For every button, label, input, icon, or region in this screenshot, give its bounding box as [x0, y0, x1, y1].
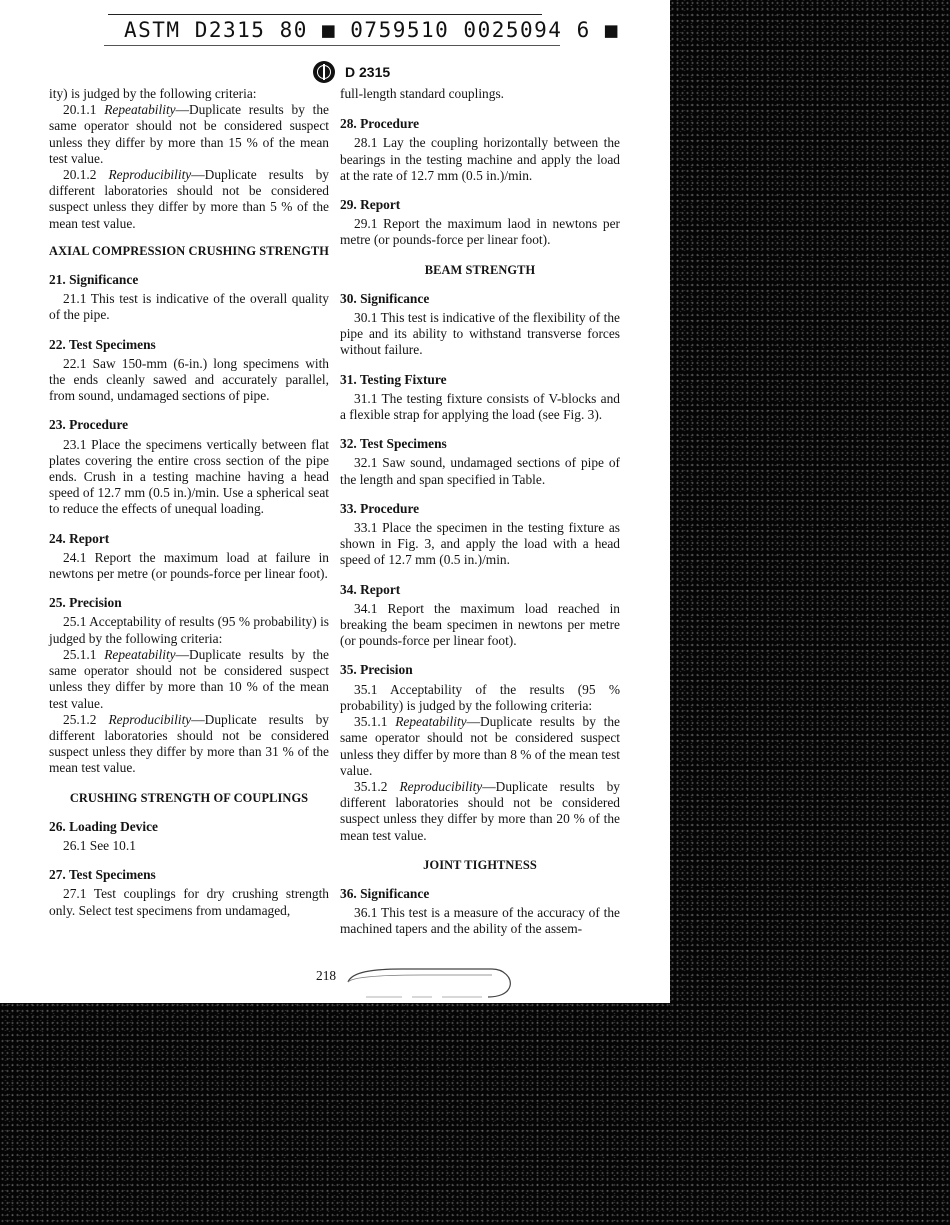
- term-reproducibility: Reproducibility: [399, 778, 483, 794]
- right-column: [340, 86, 620, 938]
- paragraph-20-1-1: 20.1.1 Repeatability—Duplicate results by the same operator should not be considered suspect unless they differ by more than 15 % of the mean test value.: [49, 102, 329, 166]
- term-repeatability: Repeatability: [395, 714, 467, 730]
- heading-22: 22. Test Specimens: [49, 336, 156, 352]
- term-reproducibility: Reproducibility: [108, 711, 192, 727]
- heading-34: 34. Report: [340, 581, 401, 597]
- heading-23: 23. Procedure: [49, 417, 129, 433]
- paragraph-29-1: 29.1 Report the maximum laod in newtons per metre (or pounds-force per linear foot).: [340, 216, 620, 248]
- section-heading-beam: BEAM STRENGTH: [424, 262, 536, 277]
- heading-28: 28. Procedure: [340, 116, 420, 132]
- paragraph-21-1: 21.1 This test is indicative of the overall quality of the pipe.: [49, 291, 329, 323]
- paragraph-25-1-2: 25.1.2 Reproducibility—Duplicate results by different laboratories should not be considered suspect unless they differ by more than 31 % of the mean test value.: [49, 711, 329, 776]
- paragraph-25-1-1: 25.1.1 Repeatability—Duplicate results by the same operator should not be considered suspect unless they differ by more than 10 % of the mean test value.: [49, 646, 329, 711]
- paragraph-25-1: 25.1 Acceptability of results (95 % probability) is judged by the following criteria:: [49, 614, 329, 646]
- heading-29: 29. Report: [340, 197, 401, 213]
- paragraph-33-1: 33.1 Place the specimen in the testing fixture as shown in Fig. 3, and apply the load with a head speed of 12.7 mm (0.5 in.)/min.: [340, 520, 620, 568]
- paragraph-31-1: 31.1 The testing fixture consists of V-blocks and a flexible strap for applying the load (see Fig. 3).: [340, 390, 620, 423]
- heading-27: 27. Test Specimens: [49, 867, 156, 883]
- heading-30: 30. Significance: [340, 290, 430, 306]
- paragraph-28-1: 28.1 Lay the coupling horizontally between the bearings in the testing machine and apply the load at the rate of 12.7 mm (0.5 in.)/min.: [340, 135, 620, 183]
- section-heading-axial: AXIAL COMPRESSION CRUSHING STRENGTH: [49, 243, 329, 258]
- page-number: 218: [316, 968, 337, 983]
- heading-31: 31. Testing Fixture: [340, 371, 447, 387]
- header-bottom-rule: [104, 45, 560, 46]
- heading-32: 32. Test Specimens: [340, 436, 447, 452]
- paragraph-27-1: 27.1 Test couplings for dry crushing strength only. Select test specimens from undamaged,: [49, 886, 329, 918]
- paragraph-24-1: 24.1 Report the maximum load at failure in newtons per metre (or pounds-force per linear foot).: [49, 549, 329, 582]
- scan-stamp-mark: [342, 960, 514, 1000]
- paragraph-22-1: 22.1 Saw 150-mm (6-in.) long specimens with the ends cleanly sawed and accurately parallel, from sound, undamaged sections of pipe.: [49, 355, 329, 404]
- paragraph-35-1-2: 35.1.2 Reproducibility—Duplicate results by different laboratories should not be considered suspect unless they differ by more than 20 % of the mean test value.: [340, 778, 620, 843]
- heading-36: 36. Significance: [340, 885, 430, 901]
- running-header: [0, 0, 670, 46]
- designation-code: D 2315: [345, 64, 391, 80]
- paragraph-20-1-2: 20.1.2 Reproducibility—Duplicate results by different laboratories should not be considered suspect unless they differ by more than 5 % of the mean test value.: [49, 167, 329, 231]
- heading-21: 21. Significance: [49, 272, 139, 288]
- paragraph-36-1: 36.1 This test is a measure of the accuracy of the machined tapers and the ability of the assem-: [340, 905, 620, 937]
- term-repeatability: Repeatability: [104, 102, 176, 118]
- designation-block: [313, 60, 390, 84]
- heading-24: 24. Report: [49, 530, 110, 546]
- term-reproducibility: Reproducibility: [108, 167, 192, 183]
- paragraph: ity) is judged by the following criteria:: [49, 86, 257, 101]
- term-repeatability: Repeatability: [104, 646, 176, 662]
- paragraph-30-1: 30.1 This test is indicative of the flexibility of the pipe and its ability to withstand transverse forces without failure.: [340, 310, 620, 358]
- paragraph-34-1: 34.1 Report the maximum load reached in breaking the beam specimen in newtons per metre (or pounds-force per linear foot).: [340, 600, 620, 649]
- heading-35: 35. Precision: [340, 662, 413, 678]
- paragraph: full-length standard couplings.: [340, 86, 505, 101]
- heading-33: 33. Procedure: [340, 500, 420, 516]
- paragraph-26-1: 26.1 See 10.1: [63, 837, 136, 853]
- astm-logo-icon: [313, 61, 335, 83]
- section-heading-couplings: CRUSHING STRENGTH OF COUPLINGS: [69, 790, 309, 805]
- left-column: [49, 86, 329, 919]
- paragraph-35-1-1: 35.1.1 Repeatability—Duplicate results by the same operator should not be considered suspect unless they differ by more than 8 % of the mean test value.: [340, 714, 620, 778]
- running-head-text: ASTM D2315 80 ■ 0759510 0025094 6 ■: [124, 18, 620, 42]
- paragraph-35-1: 35.1 Acceptability of the results (95 % probability) is judged by the following criteria:: [340, 681, 620, 713]
- paragraph-32-1: 32.1 Saw sound, undamaged sections of pipe of the length and span specified in Table.: [340, 455, 620, 487]
- header-top-rule: [108, 14, 542, 15]
- paragraph-23-1: 23.1 Place the specimens vertically between flat plates covering the entire cross section of the pipe ends. Crush in a testing machine having a head speed of 12.7 mm (0.5 in.)/min. Use a spherical seat to reduce the effects of unequal loading.: [49, 436, 329, 517]
- heading-26: 26. Loading Device: [49, 818, 158, 834]
- heading-25: 25. Precision: [49, 595, 122, 611]
- section-heading-joint: JOINT TIGHTNESS: [423, 857, 537, 872]
